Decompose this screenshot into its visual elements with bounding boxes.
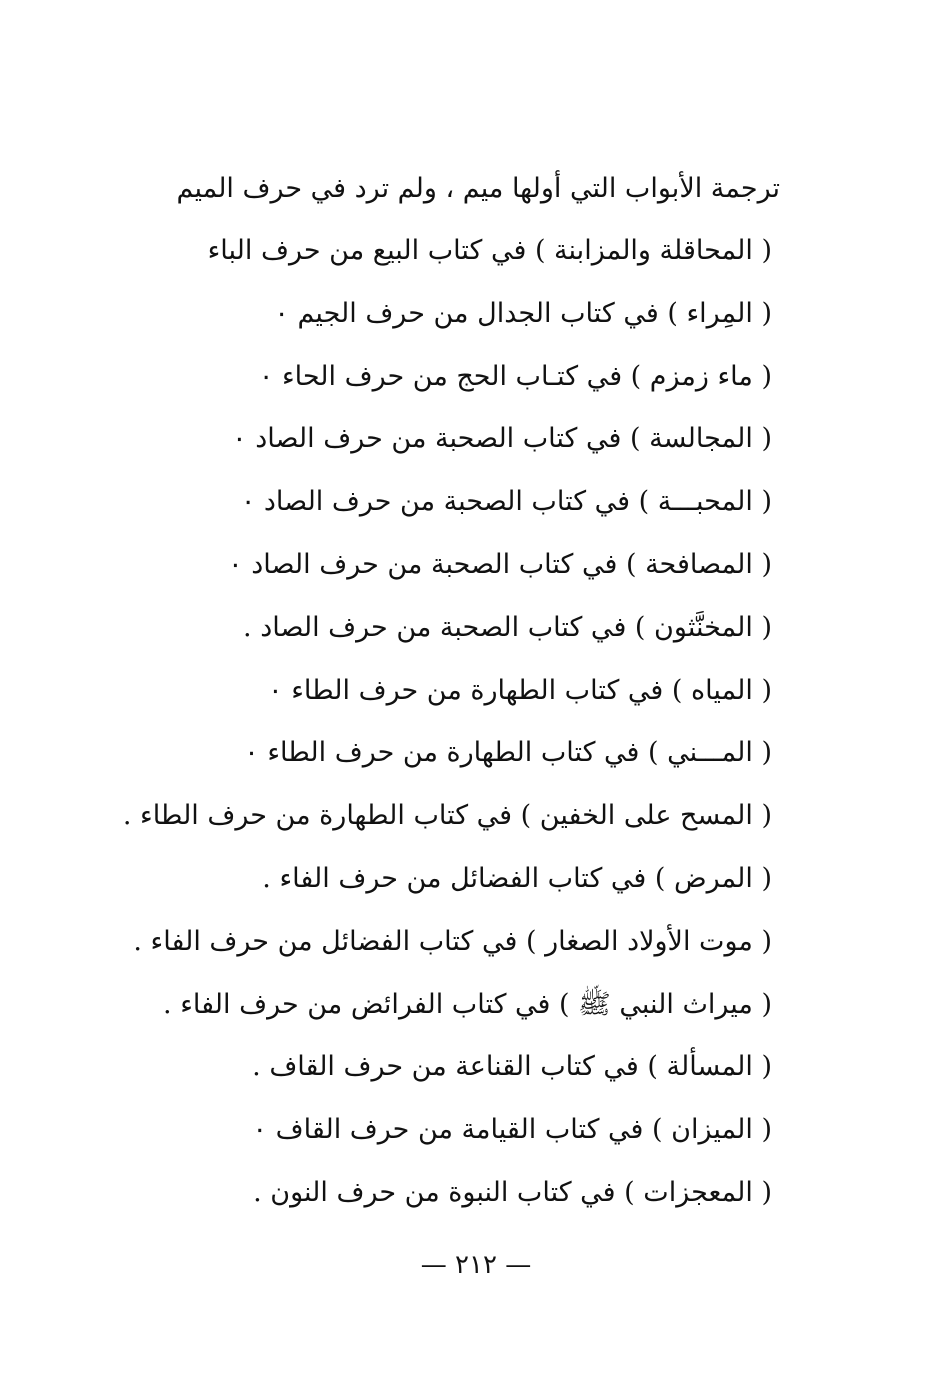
list-item: ( الميزان ) في كتاب القيامة من حرف القاف ٠ — [252, 1114, 772, 1146]
list-item: ( المسح على الخفين ) في كتاب الطهارة من حرف الطاء . — [122, 800, 772, 832]
list-item: ( المحاقلة والمزابنة ) في كتاب البيع من حرف الباء — [207, 235, 772, 266]
list-item: ( المسألة ) في كتاب القناعة من حرف القاف . — [252, 1051, 772, 1083]
list-item: ( المعجزات ) في كتاب النبوة من حرف النون . — [253, 1176, 772, 1208]
list-item: ( المجالسة ) في كتاب الصحبة من حرف الصاد ٠ — [232, 423, 772, 455]
list-item: ( المصافحة ) في كتاب الصحبة من حرف الصاد ٠ — [228, 548, 772, 580]
list-item: ( موت الأولاد الصغار ) في كتاب الفضائل من حرف الفاء . — [133, 925, 772, 957]
list-item: ( ميراث النبي ﷺ ) في كتاب الفرائض من حرف الفاء . — [163, 988, 772, 1020]
list-item: ( المرض ) في كتاب الفضائل من حرف الفاء . — [262, 862, 772, 894]
section-heading: ترجمة الأبواب التي أولها ميم ، ولم ترد في حرف الميم — [176, 173, 780, 204]
list-item: ( المحبـــة ) في كتاب الصحبة من حرف الصاد ٠ — [240, 486, 772, 518]
text-block — [122, 158, 780, 1225]
list-item: ( المياه ) في كتاب الطهارة من حرف الطاء ٠ — [268, 674, 772, 706]
list-item: ( ماء زمزم ) في كتـاب الحج من حرف الحاء ٠ — [258, 360, 772, 392]
list-item: ( المِراء ) في كتاب الجدال من حرف الجيم ٠ — [274, 297, 772, 329]
page-number: — ٢١٢ — — [420, 1250, 532, 1280]
list-item: ( المخنَّثون ) في كتاب الصحبة من حرف الصاد . — [243, 611, 772, 643]
list-item: ( المـــني ) في كتاب الطهارة من حرف الطاء ٠ — [244, 737, 772, 769]
